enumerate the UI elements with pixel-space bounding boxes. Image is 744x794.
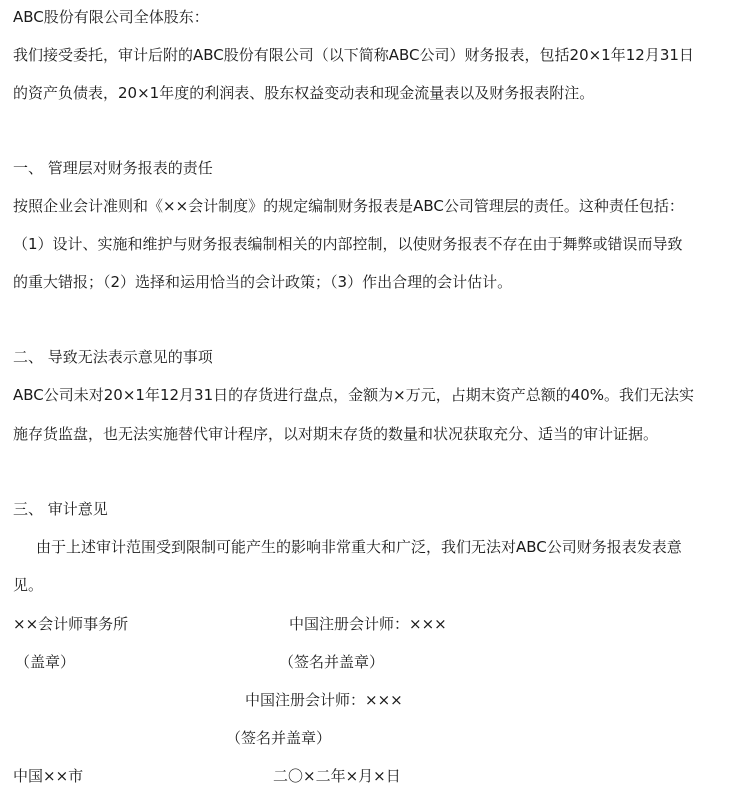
section-2-line-2: 施存货监盘，也无法实施替代审计程序，以对期末存货的数量和状况获取充分、适当的审计证据。: [13, 425, 659, 443]
section-3-heading: 三、 审计意见: [13, 500, 108, 518]
city: 中国××市: [13, 767, 84, 785]
report-date: 二〇×二年×月×日: [273, 767, 401, 785]
section-3-line-1: 由于上述审计范围受到限制可能产生的影响非常重大和广泛，我们无法对ABC公司财务报表发表意: [36, 538, 682, 556]
cpa-1-seal-note: （签名并盖章）: [279, 653, 385, 671]
cpa-2-seal-note: （签名并盖章）: [226, 729, 332, 747]
firm-seal-note: （盖章）: [15, 653, 76, 671]
section-1-line-2: （1）设计、实施和维护与财务报表编制相关的内部控制，以使财务报表不存在由于舞弊或错误而导致: [13, 235, 683, 253]
section-3-line-2: 见。: [13, 576, 44, 594]
intro-line-1: 我们接受委托，审计后附的ABC股份有限公司（以下简称ABC公司）财务报表，包括20×1年12月31日: [13, 46, 694, 64]
firm-name: ××会计师事务所: [13, 615, 129, 633]
section-1-heading: 一、 管理层对财务报表的责任: [13, 159, 213, 177]
section-2-line-1: ABC公司未对20×1年12月31日的存货进行盘点，金额为×万元，占期末资产总额的40%。我们无法实: [13, 386, 695, 404]
salutation: ABC股份有限公司全体股东：: [13, 8, 209, 26]
section-1-line-3: 的重大错报；（2）选择和运用恰当的会计政策；（3）作出合理的会计估计。: [13, 273, 513, 291]
cpa-2-name: 中国注册会计师：×××: [245, 691, 403, 709]
intro-line-2: 的资产负债表，20×1年度的利润表、股东权益变动表和现金流量表以及财务报表附注。: [13, 84, 595, 102]
section-2-heading: 二、 导致无法表示意见的事项: [13, 348, 213, 366]
cpa-1-name: 中国注册会计师：×××: [289, 615, 447, 633]
section-1-line-1: 按照企业会计准则和《××会计制度》的规定编制财务报表是ABC公司管理层的责任。这种责任包括：: [13, 197, 684, 215]
